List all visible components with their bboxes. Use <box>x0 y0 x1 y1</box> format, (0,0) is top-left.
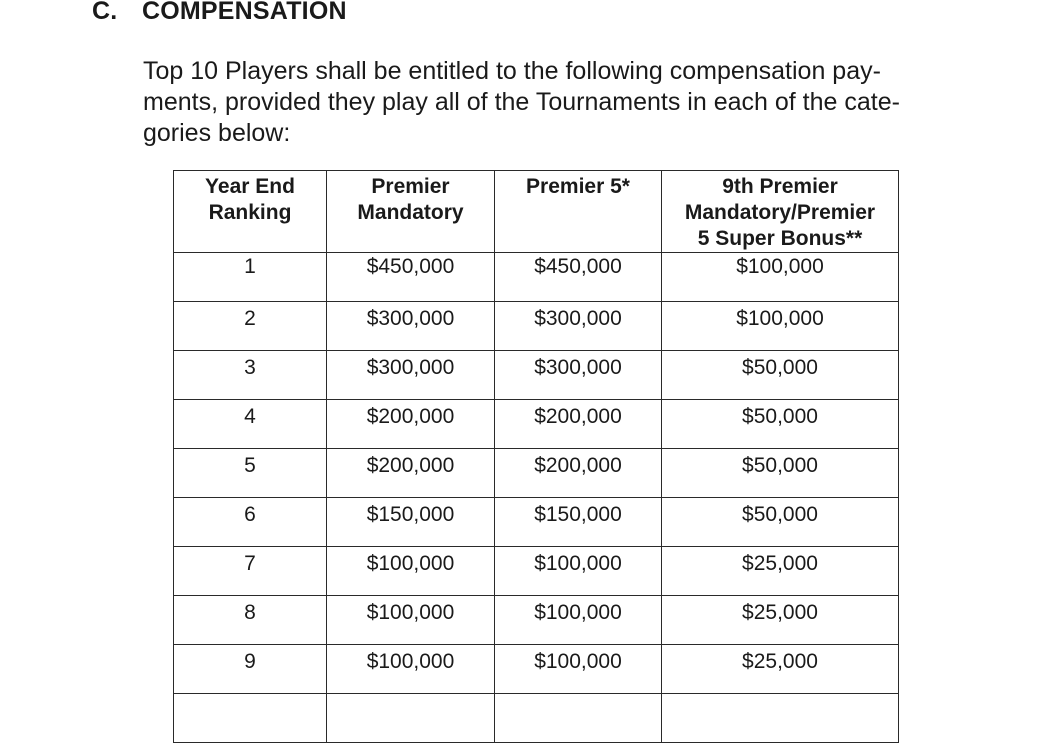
super-bonus-cell: $25,000 <box>662 645 899 694</box>
super-bonus-cell: $50,000 <box>662 351 899 400</box>
premier-5-cell: $100,000 <box>495 547 662 596</box>
table-row <box>174 351 899 400</box>
section-title: COMPENSATION <box>142 0 347 25</box>
section-letter: C. <box>92 0 118 25</box>
ranking-cell: 7 <box>174 547 327 596</box>
premier-mandatory-cell: $300,000 <box>327 351 495 400</box>
premier-5-cell: $450,000 <box>495 253 662 302</box>
premier-5-cell: $200,000 <box>495 449 662 498</box>
premier-mandatory-cell: $450,000 <box>327 253 495 302</box>
ranking-cell: 3 <box>174 351 327 400</box>
table-row <box>174 596 899 645</box>
premier-5-cell <box>495 694 662 743</box>
ranking-cell: 9 <box>174 645 327 694</box>
premier-5-cell: $100,000 <box>495 596 662 645</box>
section-heading <box>92 0 347 26</box>
table-body <box>174 253 899 743</box>
premier-mandatory-cell <box>327 694 495 743</box>
super-bonus-cell: $25,000 <box>662 596 899 645</box>
ranking-cell <box>174 694 327 743</box>
super-bonus-cell: $50,000 <box>662 400 899 449</box>
ranking-cell: 5 <box>174 449 327 498</box>
premier-mandatory-cell: $100,000 <box>327 596 495 645</box>
premier-mandatory-cell: $200,000 <box>327 449 495 498</box>
compensation-table <box>173 170 899 743</box>
table-row <box>174 547 899 596</box>
header-premier-mandatory: Premier Mandatory <box>327 171 495 253</box>
super-bonus-cell: $50,000 <box>662 449 899 498</box>
ranking-cell: 2 <box>174 302 327 351</box>
table-row <box>174 694 899 743</box>
header-premier-5: Premier 5* <box>495 171 662 253</box>
premier-mandatory-cell: $200,000 <box>327 400 495 449</box>
ranking-cell: 8 <box>174 596 327 645</box>
ranking-cell: 6 <box>174 498 327 547</box>
intro-line: ments, provided they play all of the Tournaments in each of the cate- <box>143 88 900 116</box>
intro-line: Top 10 Players shall be entitled to the following compensation pay- <box>143 57 881 85</box>
table-row <box>174 302 899 351</box>
super-bonus-cell: $100,000 <box>662 302 899 351</box>
intro-line: gories below: <box>143 119 291 147</box>
super-bonus-cell <box>662 694 899 743</box>
super-bonus-cell: $25,000 <box>662 547 899 596</box>
premier-mandatory-cell: $100,000 <box>327 645 495 694</box>
ranking-cell: 4 <box>174 400 327 449</box>
header-year-end-ranking: Year End Ranking <box>174 171 327 253</box>
premier-mandatory-cell: $100,000 <box>327 547 495 596</box>
super-bonus-cell: $100,000 <box>662 253 899 302</box>
intro-paragraph <box>143 56 943 149</box>
premier-5-cell: $100,000 <box>495 645 662 694</box>
premier-5-cell: $300,000 <box>495 302 662 351</box>
table-row <box>174 645 899 694</box>
premier-5-cell: $200,000 <box>495 400 662 449</box>
table-row <box>174 449 899 498</box>
premier-mandatory-cell: $150,000 <box>327 498 495 547</box>
header-row <box>174 171 899 253</box>
premier-mandatory-cell: $300,000 <box>327 302 495 351</box>
super-bonus-cell: $50,000 <box>662 498 899 547</box>
table-row <box>174 253 899 302</box>
premier-5-cell: $150,000 <box>495 498 662 547</box>
ranking-cell: 1 <box>174 253 327 302</box>
table-row <box>174 400 899 449</box>
header-super-bonus: 9th Premier Mandatory/Premier 5 Super Bonus** <box>662 171 899 253</box>
table-header <box>174 171 899 253</box>
premier-5-cell: $300,000 <box>495 351 662 400</box>
table-row <box>174 498 899 547</box>
